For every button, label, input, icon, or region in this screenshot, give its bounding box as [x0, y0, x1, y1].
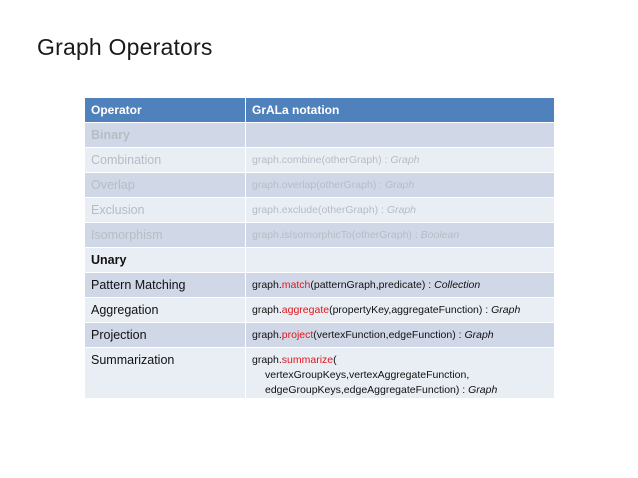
notation-prefix: graph.	[252, 304, 282, 316]
notation-prefix: graph.exclude(otherGraph) :	[252, 204, 387, 216]
slide-title: Graph Operators	[37, 34, 213, 60]
table-row	[85, 223, 555, 248]
notation-cell	[246, 248, 555, 273]
notation-cell	[246, 323, 555, 348]
header-operator: Operator	[85, 98, 246, 123]
section-label: Binary	[85, 123, 246, 148]
notation-prefix: graph.isIsomorphicTo(otherGraph) :	[252, 229, 421, 241]
header-grala-notation: GrALa notation	[246, 98, 555, 123]
table-row	[85, 198, 555, 223]
notation-function: summarize	[281, 354, 334, 366]
table-section-row	[85, 123, 555, 148]
operator-cell: Combination	[85, 148, 246, 173]
notation-return-type: Graph	[386, 204, 417, 216]
notation-function: match	[281, 279, 311, 291]
notation-return-type: Collection	[434, 279, 481, 291]
operators-table	[84, 97, 555, 399]
table-section-row	[85, 248, 555, 273]
notation-return-type: Boolean	[420, 229, 460, 241]
notation-args: (	[333, 354, 337, 366]
notation-cell	[246, 148, 555, 173]
table-row	[85, 173, 555, 198]
notation-cell	[246, 123, 555, 148]
notation-cell	[246, 173, 555, 198]
notation-prefix: graph.	[252, 279, 282, 291]
table-row-summarization	[85, 348, 555, 399]
operator-cell: Projection	[85, 323, 246, 348]
notation-prefix: graph.combine(otherGraph) :	[252, 154, 391, 166]
notation-line-2: vertexGroupKeys,vertexAggregateFunction,	[265, 369, 470, 381]
operator-cell: Exclusion	[85, 198, 246, 223]
notation-function: project	[281, 329, 314, 341]
notation-return-type: Graph	[491, 304, 521, 316]
notation-prefix: graph.	[252, 329, 282, 341]
notation-cell	[246, 198, 555, 223]
operator-cell: Aggregation	[85, 298, 246, 323]
notation-return-type: Graph	[385, 179, 415, 191]
notation-args-2: edgeGroupKeys,edgeAggregateFunction) :	[265, 384, 469, 396]
notation-return-type: Graph	[468, 384, 498, 396]
table-header-row	[85, 98, 555, 123]
notation-prefix: graph.	[252, 354, 282, 366]
notation-cell	[246, 223, 555, 248]
section-label: Unary	[85, 248, 246, 273]
notation-cell	[246, 273, 555, 298]
notation-function: aggregate	[281, 304, 330, 316]
table-row	[85, 323, 555, 348]
notation-args: (patternGraph,predicate) :	[310, 279, 435, 291]
notation-cell	[246, 348, 555, 399]
notation-cell	[246, 298, 555, 323]
operator-cell: Summarization	[85, 348, 246, 399]
operator-cell: Pattern Matching	[85, 273, 246, 298]
notation-return-type: Graph	[464, 329, 494, 341]
notation-line-3	[252, 383, 548, 398]
notation-args: (propertyKey,aggregateFunction) :	[329, 304, 492, 316]
operator-cell: Isomorphism	[85, 223, 246, 248]
notation-prefix: graph.overlap(otherGraph) :	[252, 179, 386, 191]
notation-return-type: Graph	[390, 154, 420, 166]
notation-line-1	[252, 353, 548, 368]
notation-args: (vertexFunction,edgeFunction) :	[313, 329, 465, 341]
operator-cell: Overlap	[85, 173, 246, 198]
table-row	[85, 148, 555, 173]
table-row	[85, 298, 555, 323]
table-body	[85, 123, 555, 399]
table-row	[85, 273, 555, 298]
